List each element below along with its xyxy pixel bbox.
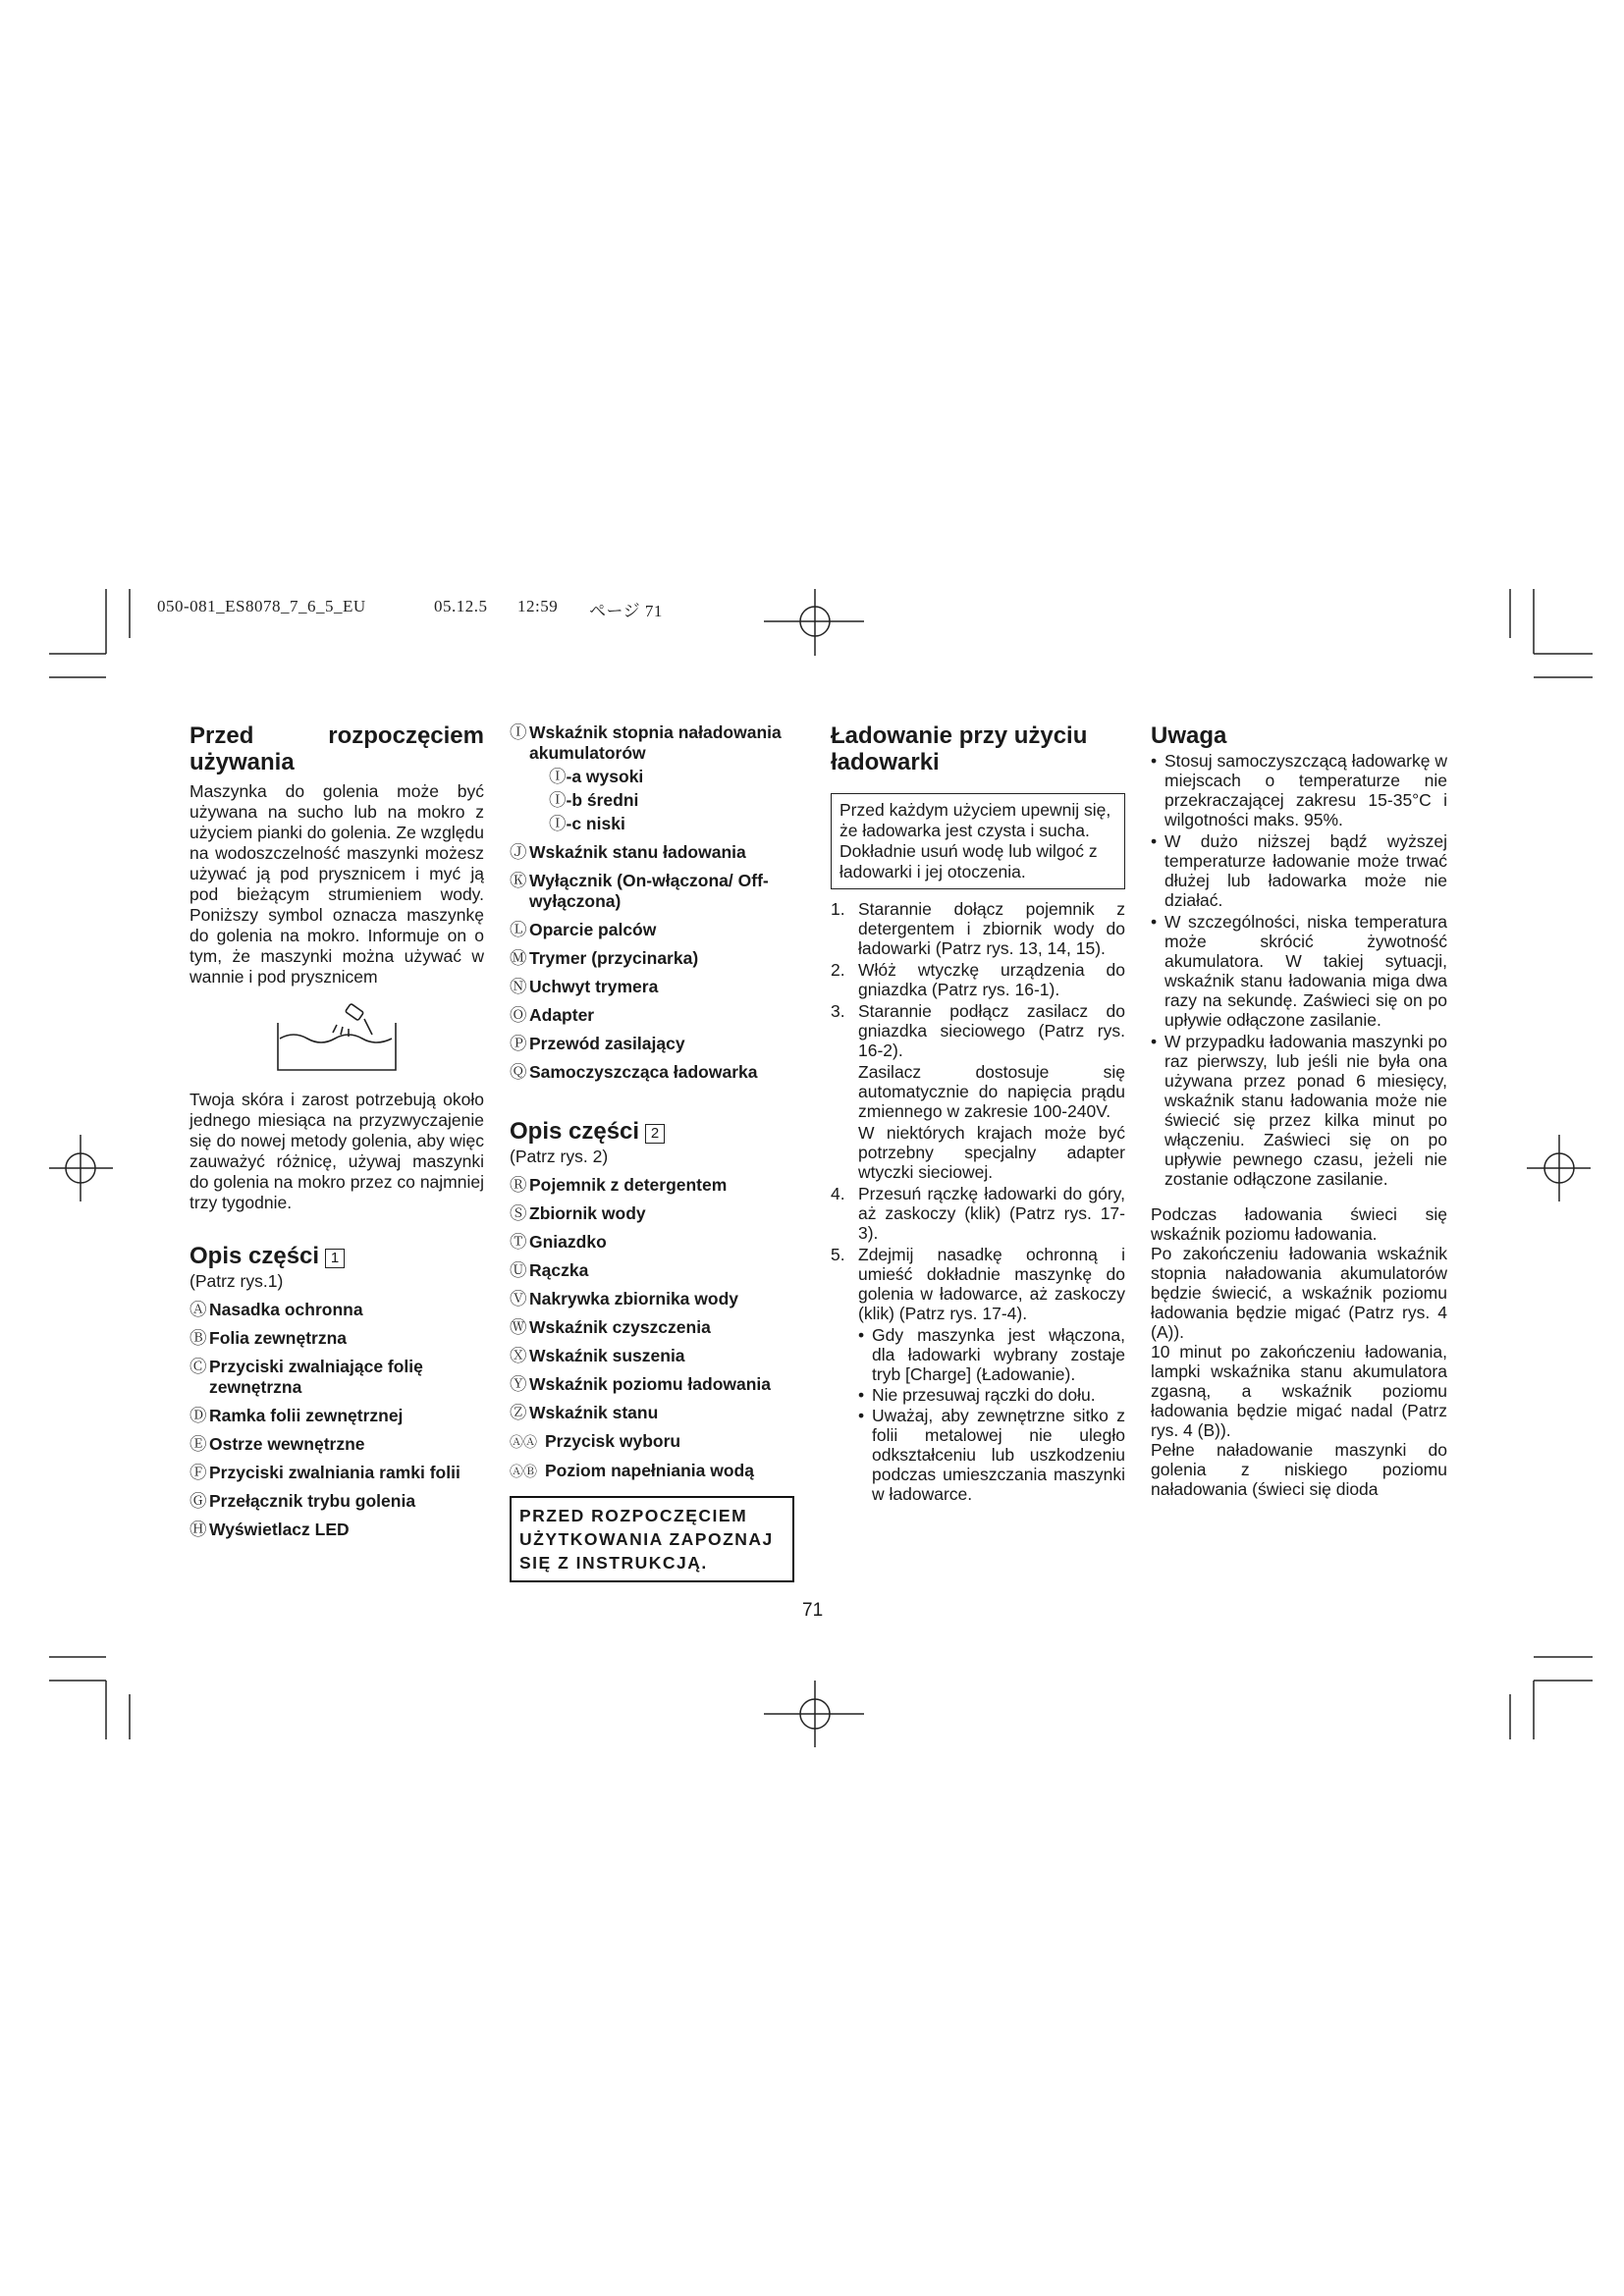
part-item: Ⓓ Ramka folii zewnętrznej: [189, 1406, 404, 1425]
part-item: ⒶⒷ Poziom napełniania wodą: [510, 1461, 754, 1480]
part-item: Ⓛ Oparcie palców: [510, 920, 657, 939]
paragraph: Podczas ładowania świeci się wskaźnik poziomu ładowania.: [1151, 1204, 1447, 1244]
part-item: Ⓠ Samoczyszcząca ładowarka: [510, 1062, 758, 1082]
part-item: Ⓕ Przyciski zwalniania ramki folii: [189, 1463, 460, 1482]
section-title-before-use: Przed rozpoczęciem używania: [189, 722, 484, 775]
part-item: Ⓚ Wyłącznik (On-włączona/ Off-wyłączona): [510, 871, 769, 911]
parts-list-1: [189, 1300, 484, 1540]
page-number: 71: [802, 1600, 824, 1621]
step-item: 4. Przesuń rączkę ładowarki do góry, aż zaskoczy (klik) (Patrz rys. 17-3).: [831, 1184, 1125, 1243]
column-1: [189, 722, 484, 1548]
adaptation-paragraph: Twoja skóra i zarost potrzebują około jednego miesiąca na przyzwyczajenie się do nowej metody golenia, aby więc zauważyć różnicę, używaj maszynki do golenia na mokro przez co najmniej trzy tygodnie.: [189, 1090, 484, 1212]
paragraph: Po zakończeniu ładowania wskaźnik stopnia naładowania akumulatorów będzie świecić, a wskaźnik poziomu ładowania będzie migać (Patrz rys. 4 (A)).: [1151, 1244, 1447, 1342]
step-item: 1. Starannie dołącz pojemnik z detergentem i zbiornik wody do ładowarki (Patrz rys. 13, 14, 15).: [831, 899, 1125, 958]
part-item: Ⓨ Wskaźnik poziomu ładowania: [510, 1374, 772, 1394]
parts-title-1: Opis części 1: [189, 1243, 484, 1269]
bullet-item: • Gdy maszynka jest włączona, dla ładowarki wybrany zostaje tryb [Charge] (Ładowanie).: [858, 1325, 1125, 1384]
part-item: Ⓑ Folia zewnętrzna: [189, 1328, 348, 1348]
part-item: Ⓞ Adapter: [510, 1005, 595, 1025]
header-file: 050-081_ES8078_7_6_5_EU: [157, 597, 366, 615]
part-item: ⒶⒶ Przycisk wyboru: [510, 1431, 681, 1451]
parts-ref-2: (Patrz rys. 2): [510, 1147, 609, 1166]
column-2: [510, 722, 794, 1582]
column-3: [831, 722, 1125, 1505]
step-item: W niektórych krajach może być potrzebny specjalny adapter wtyczki sieciowej.: [858, 1123, 1125, 1182]
part-item: Ⓐ Nasadka ochronna: [189, 1300, 363, 1319]
parts-list-2: [510, 1175, 794, 1482]
note-item: • W szczególności, niska temperatura może skrócić żywotność akumulatora. W takiej sytuacji, wskaźnik stanu ładowania miga dwa razy na sekundę. Zaświeci się on po upływie odłączone zasilanie.: [1151, 912, 1447, 1030]
bullet-item: • Uważaj, aby zewnętrzne sitko z folii metalowej nie uległo odkształceniu lub uszkodzeniu podczas umieszczania maszynki w ładowarce.: [858, 1406, 1125, 1504]
note-item: • Stosuj samoczyszczącą ładowarkę w miejscach o temperaturze nie przekraczającej zakresu 15-35°C i wilgotności maks. 95%.: [1151, 751, 1447, 829]
figure-number-box: 1: [325, 1249, 345, 1268]
step-5-bullets: [831, 1325, 1125, 1504]
charging-indicator-text: [1151, 1204, 1447, 1499]
part-item: Ⓤ Rączka: [510, 1260, 589, 1280]
header-date: 05.12.5: [434, 597, 488, 615]
part-item: Ⓦ Wskaźnik czyszczenia: [510, 1317, 711, 1337]
level-item: Ⓘ-a wysoki: [549, 767, 644, 786]
column-4: [1151, 722, 1447, 1499]
part-item: Ⓩ Wskaźnik stanu: [510, 1403, 659, 1422]
header-time: 12:59: [517, 597, 559, 615]
header-page-label: ページ 71: [589, 602, 663, 620]
note-item: • W dużo niższej bądź wyższej temperaturze ładowanie może trwać dłużej lub ładowarka może nie działać.: [1151, 831, 1447, 910]
notes-list: [1151, 751, 1447, 1189]
level-item: Ⓘ-c niski: [549, 814, 625, 833]
part-item: Ⓗ Wyświetlacz LED: [189, 1520, 350, 1539]
bullet-item: • Nie przesuwaj rączki do dołu.: [858, 1385, 1096, 1405]
before-use-note-box: Przed każdym użyciem upewnij się, że ładowarka jest czysta i sucha. Dokładnie usuń wodę lub wilgoć z ładowarki i jej otoczenia.: [831, 793, 1125, 889]
parts-ref-1: (Patrz rys.1): [189, 1271, 284, 1291]
step-item: 5. Zdejmij nasadkę ochronną i umieść dokładnie maszynkę do golenia w ładowarce, aż zaskoczy (klik) (Patrz rys. 17-4).: [831, 1245, 1125, 1323]
part-item: Ⓜ Trymer (przycinarka): [510, 948, 699, 968]
charging-steps: [831, 899, 1125, 1323]
parts-title-2: Opis części 2: [510, 1118, 794, 1145]
intro-paragraph: Maszynka do golenia może być używana na sucho lub na mokro z użyciem pianki do golenia. Ze względu na wodoszczelność maszynki możesz używać ją pod prysznicem i myć ją pod bieżącym strumieniem wody. Poniższy symbol oznacza maszynkę do golenia na mokro. Informuje on o tym, że maszynki można używać w wannie i pod prysznicem: [189, 781, 484, 987]
level-item: Ⓘ-b średni: [549, 790, 639, 810]
paragraph: Pełne naładowanie maszynki do golenia z niskiego poziomu naładowania (świeci się dioda: [1151, 1440, 1447, 1499]
step-item: 3. Starannie podłącz zasilacz do gniazdka sieciowego (Patrz rys. 16-2).: [831, 1001, 1125, 1060]
section-title-note: Uwaga: [1151, 722, 1227, 749]
part-item-battery: Ⓘ Wskaźnik stopnia naładowania akumulatorów: [510, 722, 782, 763]
parts-list-1-cont: [510, 842, 794, 1083]
section-title-charging: Ładowanie przy użyciu ładowarki: [831, 722, 1088, 775]
part-item: Ⓝ Uchwyt trymera: [510, 977, 659, 996]
step-item: 2. Włóż wtyczkę urządzenia do gniazdka (Patrz rys. 16-1).: [831, 960, 1125, 999]
part-item: Ⓟ Przewód zasilający: [510, 1034, 685, 1053]
part-item: Ⓔ Ostrze wewnętrzne: [189, 1434, 365, 1454]
part-item: Ⓢ Zbiornik wody: [510, 1203, 646, 1223]
figure-number-box: 2: [645, 1124, 665, 1144]
part-item: Ⓣ Gniazdko: [510, 1232, 607, 1252]
part-item: Ⓒ Przyciski zwalniające folię zewnętrzna: [189, 1357, 423, 1397]
wet-shaving-symbol-icon: [189, 1001, 484, 1080]
part-item: Ⓧ Wskaźnik suszenia: [510, 1346, 685, 1365]
paragraph: 10 minut po zakończeniu ładowania, lampki wskaźnika stanu akumulatora zgasną, a wskaźnik poziomu ładowania będzie migać nadal (Patrz rys. 4 (B)).: [1151, 1342, 1447, 1440]
note-item: • W przypadku ładowania maszynki po raz pierwszy, lub jeśli nie była ona używana przez ponad 6 miesięcy, wskaźnik stanu ładowania może nie świecić się przez kilka minut po włączeniu. Zaświeci się on po upływie pewnego czasu, jeżeli nie zostanie odłączone zasilanie.: [1151, 1032, 1447, 1189]
step-item: Zasilacz dostosuje się automatycznie do napięcia prądu zmiennego w zakresie 100-240V.: [858, 1062, 1125, 1121]
part-item: Ⓖ Przełącznik trybu golenia: [189, 1491, 416, 1511]
read-instructions-warning: PRZED ROZPOCZĘCIEM UŻYTKOWANIA ZAPOZNAJ SIĘ Z INSTRUKCJĄ.: [510, 1496, 794, 1582]
part-item: Ⓥ Nakrywka zbiornika wody: [510, 1289, 738, 1308]
part-item: Ⓡ Pojemnik z detergentem: [510, 1175, 728, 1195]
part-item: Ⓙ Wskaźnik stanu ładowania: [510, 842, 746, 862]
